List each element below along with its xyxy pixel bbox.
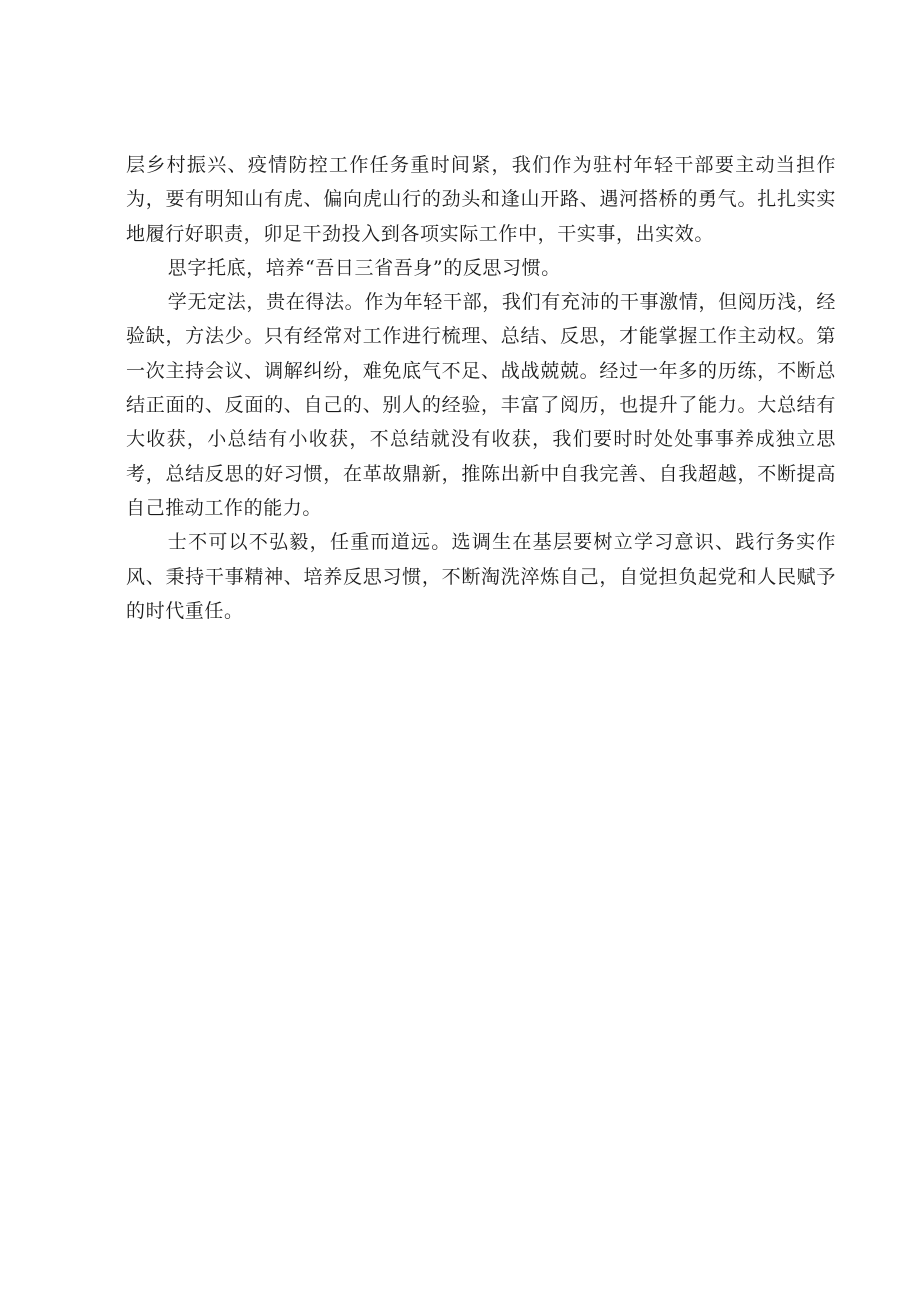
document-body [126,148,836,628]
paragraph-conclusion: 士不可以不弘毅，任重而道远。选调生在基层要树立学习意识、践行务实作风、秉持干事精神、培养反思习惯，不断淘洗淬炼自己，自觉担负起党和人民赋予的时代重任。 [126,531,836,622]
paragraph-heading-reflection: 思字托底，培养“吾日三省吾身”的反思习惯。 [167,256,561,279]
paragraph-continuation: 层乡村振兴、疫情防控工作任务重时间紧，我们作为驻村年轻干部要主动当担作为，要有明知山有虎、偏向虎山行的劲头和逢山开路、遇河搭桥的勇气。扎扎实实地履行好职责，卯足干劲投入到各项实际工作中，干实事，出实效。 [126,154,836,245]
paragraph-method: 学无定法，贵在得法。作为年轻干部，我们有充沛的干事激情，但阅历浅，经验缺，方法少。只有经常对工作进行梳理、总结、反思，才能掌握工作主动权。第一次主持会议、调解纠纷，难免底气不足、战战兢兢。经过一年多的历练，不断总结正面的、反面的、自己的、别人的经验，丰富了阅历，也提升了能力。大总结有大收获，小总结有小收获，不总结就没有收获，我们要时时处处事事养成独立思考，总结反思的好习惯，在革故鼎新，推陈出新中自我完善、自我超越，不断提高自己推动工作的能力。 [126,291,836,519]
